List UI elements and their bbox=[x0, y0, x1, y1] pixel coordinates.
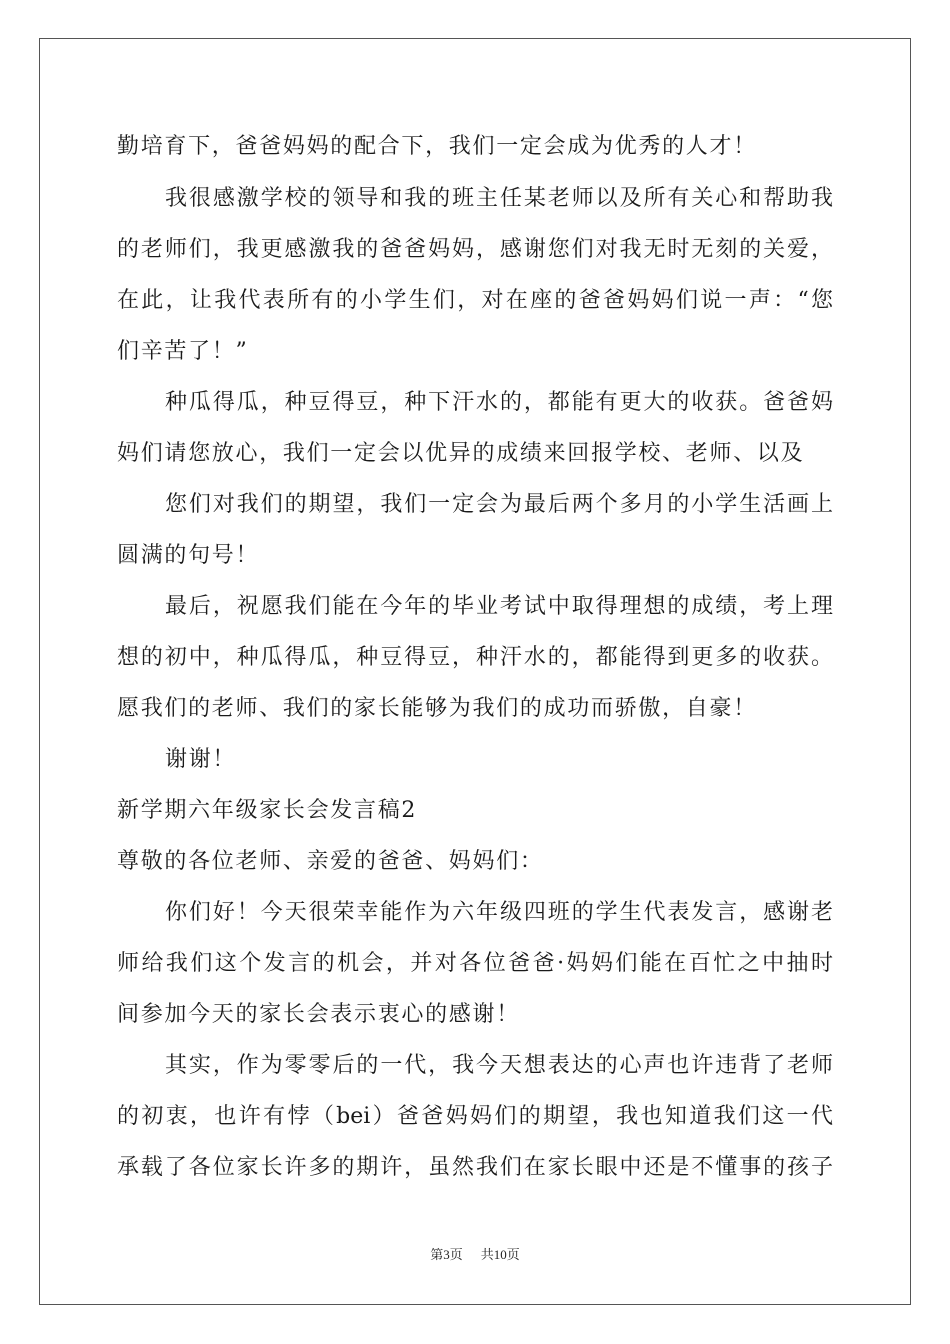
text-line: 最后，祝愿我们能在今年的毕业考试中取得理想的成绩，考上理 bbox=[165, 594, 833, 619]
text-line: 承载了各位家长许多的期许，虽然我们在家长眼中还是不懂事的孩子 bbox=[117, 1155, 833, 1180]
text-line: 其实，作为零零后的一代，我今天想表达的心声也许违背了老师 bbox=[165, 1053, 833, 1078]
text-line: 谢谢！ bbox=[165, 747, 237, 772]
text-line: 圆满的句号！ bbox=[117, 543, 260, 568]
text-line: 间参加今天的家长会表示衷心的感谢！ bbox=[117, 1002, 520, 1027]
text-line: 愿我们的老师、我们的家长能够为我们的成功而骄傲，自豪！ bbox=[117, 696, 757, 721]
text-line: 妈们请您放心，我们一定会以优异的成绩来回报学校、老师、以及 bbox=[117, 441, 805, 466]
text-line: 们辛苦了！” bbox=[117, 339, 249, 364]
section-heading: 新学期六年级家长会发言稿2 bbox=[117, 798, 418, 823]
salutation: 尊敬的各位老师、亲爱的爸爸、妈妈们： bbox=[117, 849, 544, 874]
page-total: 共10页 bbox=[480, 1247, 520, 1262]
page-footer bbox=[0, 1244, 950, 1263]
text-line: 勤培育下，爸爸妈妈的配合下，我们一定会成为优秀的人才！ bbox=[117, 134, 757, 159]
text-line: 师给我们这个发言的机会，并对各位爸爸·妈妈们能在百忙之中抽时 bbox=[117, 951, 833, 976]
text-line: 的老师们，我更感激我的爸爸妈妈，感谢您们对我无时无刻的关爱， bbox=[117, 237, 833, 262]
text-line: 您们对我们的期望，我们一定会为最后两个多月的小学生活画上 bbox=[165, 492, 833, 517]
text-line: 想的初中，种瓜得瓜，种豆得豆，种汗水的，都能得到更多的收获。 bbox=[117, 645, 833, 670]
text-line: 你们好！今天很荣幸能作为六年级四班的学生代表发言，感谢老 bbox=[165, 900, 833, 925]
text-line: 的初衷，也许有悖（bei）爸爸妈妈们的期望，我也知道我们这一代 bbox=[117, 1104, 833, 1129]
text-line: 我很感激学校的领导和我的班主任某老师以及所有关心和帮助我 bbox=[165, 186, 833, 211]
page-number: 第3页 bbox=[430, 1247, 463, 1262]
text-line: 在此，让我代表所有的小学生们，对在座的爸爸妈妈们说一声：“您 bbox=[117, 288, 833, 313]
text-line: 种瓜得瓜，种豆得豆，种下汗水的，都能有更大的收获。爸爸妈 bbox=[165, 390, 833, 415]
